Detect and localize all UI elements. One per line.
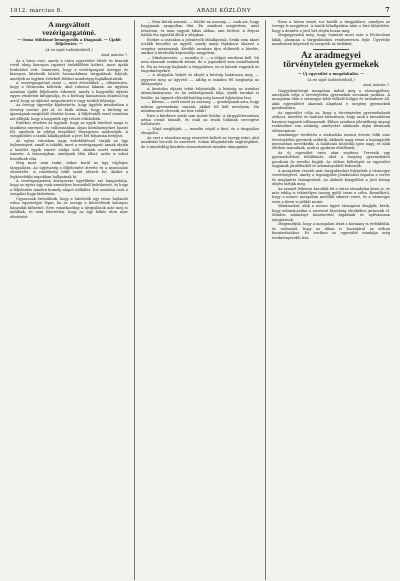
paragraph: Megemlítjük, hogy a mozgalom iránt a kormány is érdeklődik, és valószínű, hogy az állam is hozzájárul az otthon fenntartásához. Ez esetben az egyesület munkája még eredményesebb lesz.: [272, 222, 390, 240]
paragraph: Megjegyezzük még, hogy Ozmáné most már a fővárosban lakik, ahonnan a tárgyalásokra rendszeresen lejár. Ügyvédje mindenben képviseli és megvédi az érdekeit.: [272, 33, 390, 47]
paragraph: Az özvegy ügyvédje kijelentette, hogy ügyfele mindenben a törvény szerint járt el, és bízik abban, hogy a bíróság az igazságnak megfelelő döntést hozza. A följelentők ezzel szemben azt állítják, hogy a hagyaték egy részét eltitkolták.: [10, 103, 128, 121]
paragraph: A vezérigazgatóné most — mint értesülünk — elhatározta, hogy a fővárosba költözik, ahol rokonai laknak. Az ügyben azonban újabb följelentés érkezett, amely a hagyatéki eljárás egyes részleteit kifogásolja, és a bíróság hamarosan dönteni fog arról, hogy az eljárást megszünteti-e vagy tovább folytatja.: [10, 81, 128, 103]
paragraph: Az eszmét lelkesen karolták fel a város társadalmi körei is, és már eddig is tekintélyes összeg gyűlt össze a célra. Remélhető, hogy a nemes mozgalom mielőbb sikerre vezet, és a vármegye ezen a téren is példát mutat.: [272, 186, 390, 204]
article-1-headline: A megváltott vezérigazgatóné.: [42, 20, 96, 37]
paragraph: Ezekre a szavakra a jelenlevők elhallgattak. Senki sem akart tovább beszélni az ügyről, amely annyi fájdalmat okozott a szegény asszonynak. Később azonban újra előkerült a kérdés, amikor a hitelezők képviselője megjelent.: [141, 37, 259, 56]
paragraph: Az a híres eset, amely a város egyesületi életét és bennük rövid ideig bizonyos izgatott érdeklődést keltett, most újabb fordulatot vett. Ismeretes, hogy a vezérigazgató özvegye és bizonyos hitelezők között hosszadalmas tárgyalások folytak, amelyek az ügyben érdekelt feleket mindvégig foglalkoztatták.: [10, 58, 128, 81]
article-1-source: (A mi saját tudósítónktól.): [45, 47, 93, 52]
paragraph: Nagyjelentőségű mozgalom indult meg a vármegyében, amelynek célja a törvénytelen gyermekek sorsának javítása. A mozgalom élén a vármegye több előkelő hölgye és úriembere áll, akik egyesületet akarnak alapítani e szegény gyermekek gondozására.: [272, 88, 390, 111]
paragraph: Az egyesület célja az, hogy a törvénytelen gyermekeknek otthont, nevelést és tanítást biztosítson, hogy azok a társadalom hasznos tagjaivá válhassanak. Ehhez azonban jelentékeny anyagi eszközökre van szükség, amelyeket adakozás útján kívánnak előteremteni.: [272, 110, 390, 133]
paragraph: Még most nem tudni, mikor kerül az ügy végleges tárgyalásra. Az ügyészség a följelentést átvette és a nyomozást elrendelte. A rendőrség több tanút idézett be, akiket a legközelebbi napokban hallgatnak ki.: [10, 161, 128, 179]
header-rule: [10, 16, 390, 17]
paragraph: Ugyancsak értesülünk, hogy a hitelezők egy része hajlandó volna egyezségre lépni, ha az özvegy a követelések bizonyos hányadát kifizetné. Erre vonatkozólag a tárgyalások már meg is indultak, és nem lehetetlen, hogy az ügy békés úton nyer elintézést.: [10, 196, 128, 219]
article-2-dateline: Arad, március 7.: [363, 83, 390, 88]
paragraph: Mindazokat, akik a nemes ügyet támogatni óhajtják, kérik, hogy adományaikat a szervező bizottság elnökéhez juttassák el. Minden adományt köszönettel fogadnak és nyilvánosan nyugtáznak.: [272, 204, 390, 222]
paragraph: — Nem kérek semmit, — felelte az asszony, — csak azt, hogy hagyjanak nyugodtan élni. Én mindent megtettem, amit tehettem, és nem vagyok hibás abban, ami történt. A férjem halála óta egyedül állok a világban.: [141, 20, 259, 38]
page-header: [10, 6, 390, 15]
paragraph: — A tárgyalás helyét és idejét a bíróság határozza meg, — jegyezte meg az ügyvéd. — Addig is minden fél megtartja az álláspontját.: [141, 73, 259, 87]
column-3: [272, 20, 390, 580]
column-divider: [265, 20, 266, 580]
issue-date: 1912. március 8.: [10, 8, 63, 14]
article-separator: [313, 49, 348, 50]
paragraph: — Kérem, — szólt ismét az asszony, — gondoljanak arra, hogy nekem gyermekeim vannak, akiket föl kell nevelnem. Ha mindenemet elveszik, mi lesz velük?: [141, 100, 259, 114]
paragraph: A hivatalos eljárás tehát folytatódik. A bíróság az iratokat áttanulmányozza, és ha szükségesnek látja, újabb tanúkat is beidéz. Az ügynek előreláthatólag még hosszú folytatása lesz.: [141, 86, 259, 100]
paragraph: — Majd meglátjuk, — mondta végül a bíró, és a tárgyalást elnapolta.: [141, 126, 259, 136]
paragraph: Ezen a héten ismét sor került a tárgyalásra, amelyen az özvegy is megjelent. A tanúk kihallgatása után a bíró kihirdette, hogy a döntést a jövő hét elején hozza meg.: [272, 20, 390, 33]
page-number: 7: [385, 6, 390, 14]
article-2-headline: Az aradmegyei törvénytelen gyermekek: [283, 50, 379, 71]
column-2: [141, 20, 259, 580]
article-1-dateline: Arad, március 7.: [101, 53, 128, 58]
paragraph: A vezérigazgatóné környezete egyébként azt hangoztatja, hogy az egész ügy csak személyes bosszúból keletkezett, és hogy a följelentés minden komoly alapot nélkülöz. Ezt azonban csak a vizsgálat fogja kideríteni.: [10, 178, 128, 197]
columns: [10, 20, 390, 580]
paragraph: Aradmegye területén a statisztika szerint évente több száz törvénytelen gyermek születik, akiknek nagy része a legnagyobb nyomorban nevelkedik. A halálozás közöttük igen nagy, és akik életben maradnak, azok is gyakran elzüllenek.: [272, 133, 390, 151]
article-2-byline: — Új egyesület a megalakulás. —: [297, 72, 365, 77]
column-1: [10, 20, 128, 580]
column-divider: [134, 20, 135, 580]
article-2-source: (A mi saját tudósítónktól.): [307, 77, 355, 82]
article-1-byline: — Ozma Miklósné bemegyedik a Diagonál. — Újabb följelentés. —: [17, 37, 121, 47]
paragraph: A mozgalom vezetői már tárgyalásokat folytattak a vármegye vezetőségével, amely a legnagyobb jóindulattal fogadta a tervet és megígérte támogatását. Az alakuló közgyűlést a jövő hónap elején tartják meg.: [272, 168, 390, 187]
paragraph: Érdekes részlete az ügynek, hogy az egyik hitelező maga is tanúként szerepel, és vallomásában olyan körülményeket hozott föl, amelyek az eddigi tényállást lényegesen módosítják. A vizsgálóbíró a tanúk kihallgatását a jövő hét folyamán befejezi.: [10, 121, 128, 139]
paragraph: Az új egyesület ezen akar segíteni. Tervezik egy gyermekotthon felállítását, ahol a szegény gyermekeket gondozni és nevelni fogják. Az otthon költségeit az egyesület tagjainak járulékaiból és adományokból fedeznék.: [272, 150, 390, 169]
newspaper-title: ARADI KÖZLÖNY: [196, 8, 251, 14]
paragraph: — Mindenesetre, — mondta ő, — a dolgot rendezni kell. Mi nem akarunk senkinek ártani, de a jogainkról sem mondhatunk le. Ha az özvegy hajlandó a tárgyalásra, mi is készek vagyunk az engedményekre.: [141, 55, 259, 73]
paragraph: Az eset a városban nagy részvétet keltett az özvegy iránt, akit mindenki becsült és szeretett. Sokan felajánlották segítségüket, de ő mindeddig büszkén visszautasított minden támogatást.: [141, 135, 259, 149]
paragraph: Az egész városban nagy érdeklődéssel várják az ügy fejleményeit, annál is inkább, mert a vezérigazgató annak idején a közélet egyik ismert alakja volt, akinek nevét mindenki ismerte. A társaságban, amelynek élén állott, azóta is sokat beszélnek róla.: [10, 138, 128, 161]
paragraph: Erre a kérdésre senki sem tudott felelni. A tárgyalóteremben néma csend támadt, és csak az írnok tollának sercegése hallatszott.: [141, 113, 259, 127]
